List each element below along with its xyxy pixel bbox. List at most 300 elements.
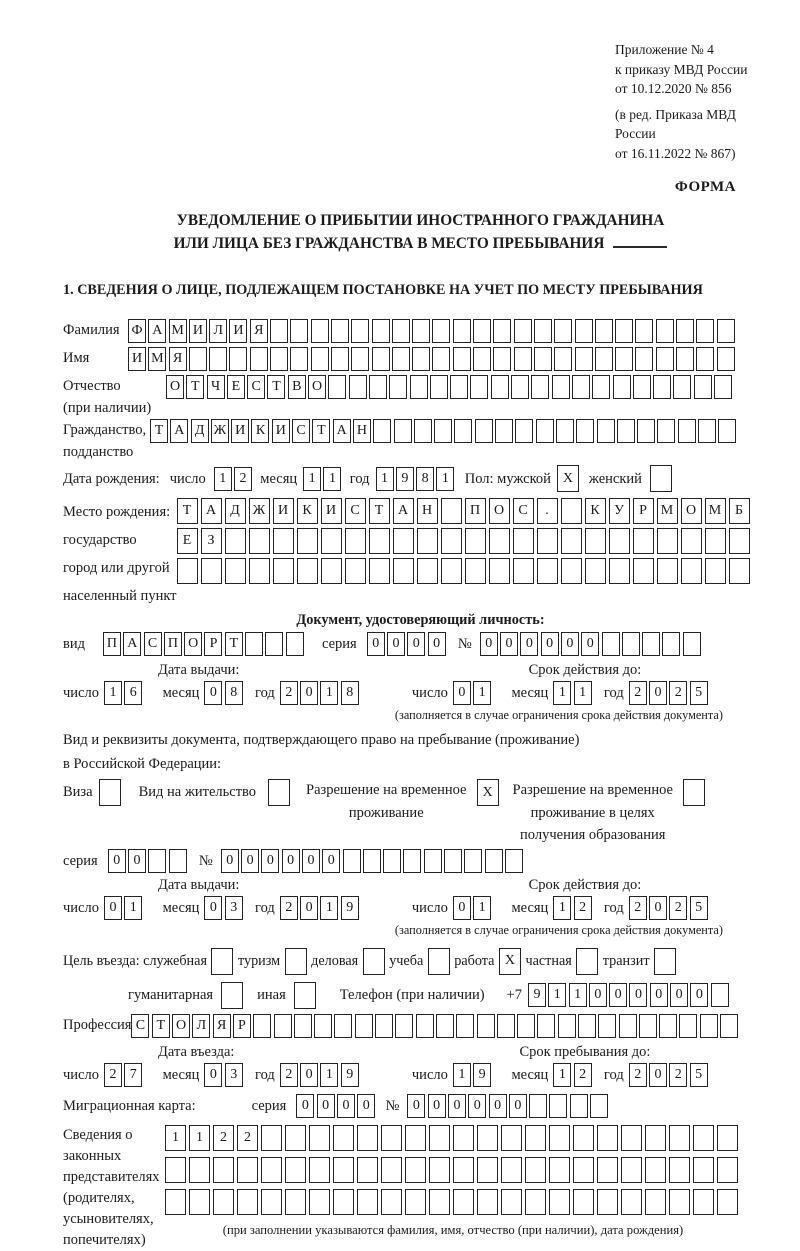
char-cell[interactable] — [372, 319, 390, 343]
char-cell[interactable]: 0 — [322, 849, 340, 873]
char-cell[interactable] — [654, 948, 676, 975]
char-cell[interactable]: Ж — [249, 498, 270, 524]
char-cell[interactable]: 0 — [453, 896, 471, 920]
char-cell[interactable] — [681, 558, 702, 584]
char-cell[interactable]: 1 — [436, 467, 454, 491]
char-cell[interactable] — [311, 319, 329, 343]
char-cell[interactable] — [609, 558, 630, 584]
char-cell[interactable] — [416, 1014, 434, 1038]
char-cell[interactable] — [229, 347, 247, 371]
char-cell[interactable] — [357, 1157, 378, 1183]
char-cell[interactable] — [373, 419, 391, 443]
char-cell[interactable]: Ф — [128, 319, 146, 343]
char-cell[interactable]: 0 — [520, 632, 538, 656]
char-cell[interactable]: М — [705, 498, 726, 524]
char-cell[interactable]: 0 — [241, 849, 259, 873]
entry-day-cells[interactable] — [104, 1063, 145, 1087]
residence-permit-checkbox[interactable] — [268, 779, 290, 806]
char-cell[interactable]: З — [201, 528, 222, 554]
permit-expiry-month-cells[interactable] — [553, 896, 594, 920]
char-cell[interactable] — [495, 419, 513, 443]
char-cell[interactable]: Н — [417, 498, 438, 524]
char-cell[interactable] — [450, 375, 468, 399]
char-cell[interactable] — [493, 319, 511, 343]
purpose-transit-checkbox[interactable] — [654, 948, 676, 975]
permit-issue-month-cells[interactable] — [204, 896, 245, 920]
char-cell[interactable] — [333, 1157, 354, 1183]
char-cell[interactable] — [249, 558, 270, 584]
char-cell[interactable] — [392, 347, 410, 371]
char-cell[interactable] — [383, 849, 401, 873]
char-cell[interactable] — [432, 347, 450, 371]
char-cell[interactable] — [464, 849, 482, 873]
char-cell[interactable] — [573, 1157, 594, 1183]
char-cell[interactable] — [430, 375, 448, 399]
char-cell[interactable]: 0 — [453, 681, 471, 705]
char-cell[interactable] — [432, 319, 450, 343]
char-cell[interactable]: С — [247, 375, 265, 399]
char-cell[interactable] — [615, 319, 633, 343]
char-cell[interactable] — [729, 558, 750, 584]
char-cell[interactable]: О — [308, 375, 326, 399]
char-cell[interactable]: 1 — [453, 1063, 471, 1087]
char-cell[interactable] — [268, 779, 290, 806]
char-cell[interactable]: 0 — [300, 1063, 318, 1087]
char-cell[interactable] — [657, 528, 678, 554]
char-cell[interactable] — [693, 1189, 714, 1215]
citizenship-cells[interactable] — [150, 419, 739, 443]
char-cell[interactable] — [489, 558, 510, 584]
char-cell[interactable]: 2 — [104, 1063, 122, 1087]
char-cell[interactable] — [531, 375, 549, 399]
char-cell[interactable] — [477, 1125, 498, 1151]
char-cell[interactable] — [639, 1014, 657, 1038]
char-cell[interactable]: 2 — [629, 681, 647, 705]
char-cell[interactable]: 0 — [468, 1094, 486, 1118]
char-cell[interactable]: Л — [192, 1014, 210, 1038]
char-cell[interactable] — [477, 1014, 495, 1038]
char-cell[interactable]: 7 — [124, 1063, 142, 1087]
char-cell[interactable] — [561, 558, 582, 584]
char-cell[interactable] — [453, 1189, 474, 1215]
char-cell[interactable]: 0 — [690, 983, 708, 1007]
id-expiry-year-cells[interactable] — [629, 681, 710, 705]
char-cell[interactable] — [273, 528, 294, 554]
char-cell[interactable]: Ч — [207, 375, 225, 399]
char-cell[interactable]: 0 — [104, 896, 122, 920]
char-cell[interactable]: К — [585, 498, 606, 524]
char-cell[interactable] — [221, 982, 243, 1009]
char-cell[interactable] — [351, 319, 369, 343]
char-cell[interactable] — [513, 558, 534, 584]
char-cell[interactable] — [381, 1125, 402, 1151]
char-cell[interactable]: Я — [169, 347, 187, 371]
char-cell[interactable] — [635, 319, 653, 343]
char-cell[interactable]: А — [333, 419, 351, 443]
char-cell[interactable] — [717, 347, 735, 371]
char-cell[interactable] — [633, 558, 654, 584]
char-cell[interactable] — [343, 849, 361, 873]
char-cell[interactable] — [633, 528, 654, 554]
char-cell[interactable] — [561, 528, 582, 554]
char-cell[interactable] — [493, 347, 511, 371]
representatives-cells-row-1[interactable] — [165, 1125, 741, 1151]
char-cell[interactable] — [441, 498, 462, 524]
char-cell[interactable] — [525, 1125, 546, 1151]
char-cell[interactable] — [309, 1125, 330, 1151]
char-cell[interactable] — [465, 558, 486, 584]
char-cell[interactable]: О — [172, 1014, 190, 1038]
char-cell[interactable]: И — [128, 347, 146, 371]
char-cell[interactable]: 0 — [629, 983, 647, 1007]
char-cell[interactable]: К — [297, 498, 318, 524]
char-cell[interactable] — [453, 319, 471, 343]
char-cell[interactable] — [635, 347, 653, 371]
char-cell[interactable]: 1 — [553, 896, 571, 920]
char-cell[interactable] — [345, 528, 366, 554]
char-cell[interactable] — [392, 319, 410, 343]
char-cell[interactable] — [165, 1189, 186, 1215]
char-cell[interactable] — [285, 1189, 306, 1215]
char-cell[interactable] — [294, 982, 316, 1009]
char-cell[interactable] — [477, 1157, 498, 1183]
char-cell[interactable] — [285, 1157, 306, 1183]
char-cell[interactable]: Я — [213, 1014, 231, 1038]
char-cell[interactable] — [717, 1157, 738, 1183]
char-cell[interactable] — [619, 1014, 637, 1038]
char-cell[interactable]: О — [184, 632, 202, 656]
char-cell[interactable] — [225, 558, 246, 584]
char-cell[interactable] — [189, 1157, 210, 1183]
char-cell[interactable]: 0 — [128, 849, 146, 873]
char-cell[interactable]: 0 — [204, 896, 222, 920]
char-cell[interactable] — [389, 375, 407, 399]
char-cell[interactable]: Т — [225, 632, 243, 656]
char-cell[interactable]: 0 — [407, 1094, 425, 1118]
char-cell[interactable] — [718, 419, 736, 443]
char-cell[interactable]: Т — [177, 498, 198, 524]
purpose-work-checkbox[interactable] — [499, 948, 521, 975]
char-cell[interactable] — [201, 558, 222, 584]
char-cell[interactable] — [321, 528, 342, 554]
id-series-cells[interactable] — [367, 632, 448, 656]
char-cell[interactable]: 0 — [296, 1094, 314, 1118]
representatives-cells-row-2[interactable] — [165, 1157, 741, 1183]
char-cell[interactable]: И — [189, 319, 207, 343]
char-cell[interactable] — [657, 558, 678, 584]
char-cell[interactable] — [602, 632, 620, 656]
char-cell[interactable] — [394, 419, 412, 443]
char-cell[interactable] — [717, 319, 735, 343]
char-cell[interactable]: 2 — [213, 1125, 234, 1151]
char-cell[interactable] — [395, 1014, 413, 1038]
purpose-tourism-checkbox[interactable] — [285, 948, 307, 975]
char-cell[interactable] — [585, 528, 606, 554]
id-issue-month-cells[interactable] — [204, 681, 245, 705]
char-cell[interactable] — [642, 632, 660, 656]
char-cell[interactable]: X — [499, 948, 521, 975]
char-cell[interactable] — [334, 1014, 352, 1038]
char-cell[interactable]: 2 — [280, 1063, 298, 1087]
char-cell[interactable] — [253, 1014, 271, 1038]
char-cell[interactable]: 3 — [225, 1063, 243, 1087]
char-cell[interactable] — [297, 528, 318, 554]
char-cell[interactable]: Т — [150, 419, 168, 443]
char-cell[interactable]: 2 — [629, 1063, 647, 1087]
char-cell[interactable] — [613, 375, 631, 399]
char-cell[interactable]: Р — [233, 1014, 251, 1038]
char-cell[interactable] — [622, 632, 640, 656]
char-cell[interactable] — [294, 1014, 312, 1038]
char-cell[interactable]: 0 — [300, 896, 318, 920]
char-cell[interactable]: А — [201, 498, 222, 524]
char-cell[interactable]: Т — [369, 498, 390, 524]
char-cell[interactable] — [428, 948, 450, 975]
char-cell[interactable] — [285, 1125, 306, 1151]
char-cell[interactable] — [285, 948, 307, 975]
char-cell[interactable] — [597, 1157, 618, 1183]
char-cell[interactable] — [656, 319, 674, 343]
char-cell[interactable]: 8 — [416, 467, 434, 491]
char-cell[interactable] — [645, 1157, 666, 1183]
char-cell[interactable]: Д — [225, 498, 246, 524]
char-cell[interactable] — [213, 1189, 234, 1215]
char-cell[interactable] — [237, 1189, 258, 1215]
char-cell[interactable] — [429, 1189, 450, 1215]
char-cell[interactable] — [576, 948, 598, 975]
char-cell[interactable]: А — [123, 632, 141, 656]
char-cell[interactable] — [369, 558, 390, 584]
entry-year-cells[interactable] — [280, 1063, 361, 1087]
char-cell[interactable] — [717, 1125, 738, 1151]
id-issue-year-cells[interactable] — [280, 681, 361, 705]
char-cell[interactable] — [309, 1157, 330, 1183]
char-cell[interactable]: 8 — [341, 681, 359, 705]
char-cell[interactable] — [369, 528, 390, 554]
char-cell[interactable]: . — [537, 498, 558, 524]
char-cell[interactable] — [595, 347, 613, 371]
char-cell[interactable] — [597, 1125, 618, 1151]
char-cell[interactable] — [314, 1014, 332, 1038]
char-cell[interactable] — [561, 498, 582, 524]
char-cell[interactable] — [357, 1189, 378, 1215]
char-cell[interactable]: 0 — [221, 849, 239, 873]
char-cell[interactable] — [585, 558, 606, 584]
char-cell[interactable]: И — [229, 319, 247, 343]
char-cell[interactable]: 0 — [300, 681, 318, 705]
char-cell[interactable]: 0 — [317, 1094, 335, 1118]
char-cell[interactable] — [669, 1189, 690, 1215]
char-cell[interactable]: 0 — [367, 632, 385, 656]
char-cell[interactable] — [549, 1189, 570, 1215]
char-cell[interactable] — [537, 558, 558, 584]
char-cell[interactable]: 0 — [489, 1094, 507, 1118]
char-cell[interactable] — [297, 558, 318, 584]
char-cell[interactable]: И — [231, 419, 249, 443]
char-cell[interactable]: Б — [729, 498, 750, 524]
char-cell[interactable] — [441, 528, 462, 554]
temp-residence-checkbox[interactable] — [477, 779, 499, 806]
char-cell[interactable] — [617, 419, 635, 443]
char-cell[interactable]: 0 — [589, 983, 607, 1007]
char-cell[interactable] — [403, 849, 421, 873]
char-cell[interactable] — [621, 1189, 642, 1215]
char-cell[interactable] — [597, 419, 615, 443]
char-cell[interactable] — [189, 1189, 210, 1215]
char-cell[interactable]: 1 — [553, 1063, 571, 1087]
char-cell[interactable] — [412, 319, 430, 343]
char-cell[interactable] — [514, 319, 532, 343]
char-cell[interactable]: Е — [227, 375, 245, 399]
char-cell[interactable] — [270, 319, 288, 343]
birth-year-cells[interactable] — [376, 467, 457, 491]
char-cell[interactable]: Т — [186, 375, 204, 399]
char-cell[interactable]: Т — [152, 1014, 170, 1038]
char-cell[interactable]: Р — [204, 632, 222, 656]
char-cell[interactable] — [558, 1014, 576, 1038]
char-cell[interactable] — [211, 948, 233, 975]
char-cell[interactable] — [441, 558, 462, 584]
char-cell[interactable] — [696, 347, 714, 371]
char-cell[interactable] — [453, 1157, 474, 1183]
birth-place-cells-row-1[interactable] — [177, 498, 753, 524]
id-expiry-month-cells[interactable] — [553, 681, 594, 705]
char-cell[interactable] — [417, 528, 438, 554]
char-cell[interactable]: 9 — [396, 467, 414, 491]
char-cell[interactable] — [491, 375, 509, 399]
char-cell[interactable] — [405, 1125, 426, 1151]
char-cell[interactable]: 2 — [574, 896, 592, 920]
char-cell[interactable] — [693, 1157, 714, 1183]
char-cell[interactable] — [429, 1125, 450, 1151]
char-cell[interactable] — [477, 1189, 498, 1215]
char-cell[interactable] — [615, 347, 633, 371]
char-cell[interactable] — [456, 1014, 474, 1038]
id-issue-day-cells[interactable] — [104, 681, 145, 705]
char-cell[interactable] — [165, 1157, 186, 1183]
char-cell[interactable]: А — [393, 498, 414, 524]
char-cell[interactable] — [375, 1014, 393, 1038]
char-cell[interactable] — [148, 849, 166, 873]
char-cell[interactable]: И — [321, 498, 342, 524]
char-cell[interactable] — [405, 1189, 426, 1215]
char-cell[interactable]: 1 — [320, 896, 338, 920]
char-cell[interactable] — [333, 1125, 354, 1151]
char-cell[interactable]: 1 — [574, 681, 592, 705]
char-cell[interactable] — [321, 558, 342, 584]
char-cell[interactable]: 8 — [225, 681, 243, 705]
char-cell[interactable]: 1 — [473, 896, 491, 920]
char-cell[interactable] — [331, 347, 349, 371]
char-cell[interactable]: 0 — [204, 681, 222, 705]
char-cell[interactable] — [705, 558, 726, 584]
char-cell[interactable] — [209, 347, 227, 371]
char-cell[interactable] — [637, 419, 655, 443]
char-cell[interactable] — [237, 1157, 258, 1183]
char-cell[interactable]: 0 — [428, 1094, 446, 1118]
char-cell[interactable] — [270, 347, 288, 371]
char-cell[interactable] — [573, 1189, 594, 1215]
char-cell[interactable]: 0 — [282, 849, 300, 873]
char-cell[interactable] — [405, 1157, 426, 1183]
name-cells[interactable] — [128, 347, 737, 371]
char-cell[interactable]: 0 — [649, 1063, 667, 1087]
char-cell[interactable] — [705, 528, 726, 554]
char-cell[interactable] — [683, 632, 701, 656]
char-cell[interactable] — [225, 528, 246, 554]
char-cell[interactable] — [290, 319, 308, 343]
char-cell[interactable] — [576, 419, 594, 443]
char-cell[interactable] — [410, 375, 428, 399]
char-cell[interactable]: 0 — [649, 681, 667, 705]
char-cell[interactable] — [261, 1157, 282, 1183]
birth-month-cells[interactable] — [303, 467, 344, 491]
char-cell[interactable] — [592, 375, 610, 399]
char-cell[interactable] — [554, 319, 572, 343]
char-cell[interactable] — [414, 419, 432, 443]
char-cell[interactable]: С — [513, 498, 534, 524]
char-cell[interactable]: 0 — [108, 849, 126, 873]
purpose-private-checkbox[interactable] — [576, 948, 598, 975]
id-number-cells[interactable] — [480, 632, 703, 656]
char-cell[interactable] — [381, 1157, 402, 1183]
char-cell[interactable]: 1 — [320, 681, 338, 705]
char-cell[interactable]: С — [345, 498, 366, 524]
char-cell[interactable]: П — [103, 632, 121, 656]
char-cell[interactable] — [511, 375, 529, 399]
char-cell[interactable] — [696, 319, 714, 343]
char-cell[interactable]: А — [148, 319, 166, 343]
char-cell[interactable] — [189, 347, 207, 371]
char-cell[interactable]: 2 — [280, 681, 298, 705]
char-cell[interactable] — [250, 347, 268, 371]
char-cell[interactable] — [357, 1125, 378, 1151]
char-cell[interactable] — [273, 558, 294, 584]
char-cell[interactable] — [249, 528, 270, 554]
char-cell[interactable]: О — [166, 375, 184, 399]
char-cell[interactable] — [333, 1189, 354, 1215]
char-cell[interactable] — [676, 347, 694, 371]
char-cell[interactable] — [693, 1125, 714, 1151]
char-cell[interactable] — [597, 1189, 618, 1215]
char-cell[interactable]: 6 — [124, 681, 142, 705]
char-cell[interactable]: 9 — [341, 1063, 359, 1087]
char-cell[interactable] — [470, 375, 488, 399]
char-cell[interactable] — [621, 1125, 642, 1151]
char-cell[interactable]: К — [251, 419, 269, 443]
char-cell[interactable]: Я — [250, 319, 268, 343]
char-cell[interactable] — [595, 319, 613, 343]
char-cell[interactable]: 2 — [669, 681, 687, 705]
char-cell[interactable] — [351, 347, 369, 371]
char-cell[interactable] — [349, 375, 367, 399]
char-cell[interactable] — [424, 849, 442, 873]
char-cell[interactable] — [554, 347, 572, 371]
permit-expiry-day-cells[interactable] — [453, 896, 494, 920]
char-cell[interactable] — [473, 319, 491, 343]
char-cell[interactable]: Д — [191, 419, 209, 443]
char-cell[interactable]: С — [131, 1014, 149, 1038]
char-cell[interactable] — [681, 528, 702, 554]
migcard-series-cells[interactable] — [296, 1094, 377, 1118]
char-cell[interactable] — [534, 319, 552, 343]
migcard-number-cells[interactable] — [407, 1094, 610, 1118]
char-cell[interactable] — [309, 1189, 330, 1215]
purpose-humanitarian-checkbox[interactable] — [221, 982, 243, 1009]
birth-place-cells-row-2[interactable] — [177, 528, 753, 554]
char-cell[interactable]: 2 — [234, 467, 252, 491]
char-cell[interactable] — [552, 375, 570, 399]
